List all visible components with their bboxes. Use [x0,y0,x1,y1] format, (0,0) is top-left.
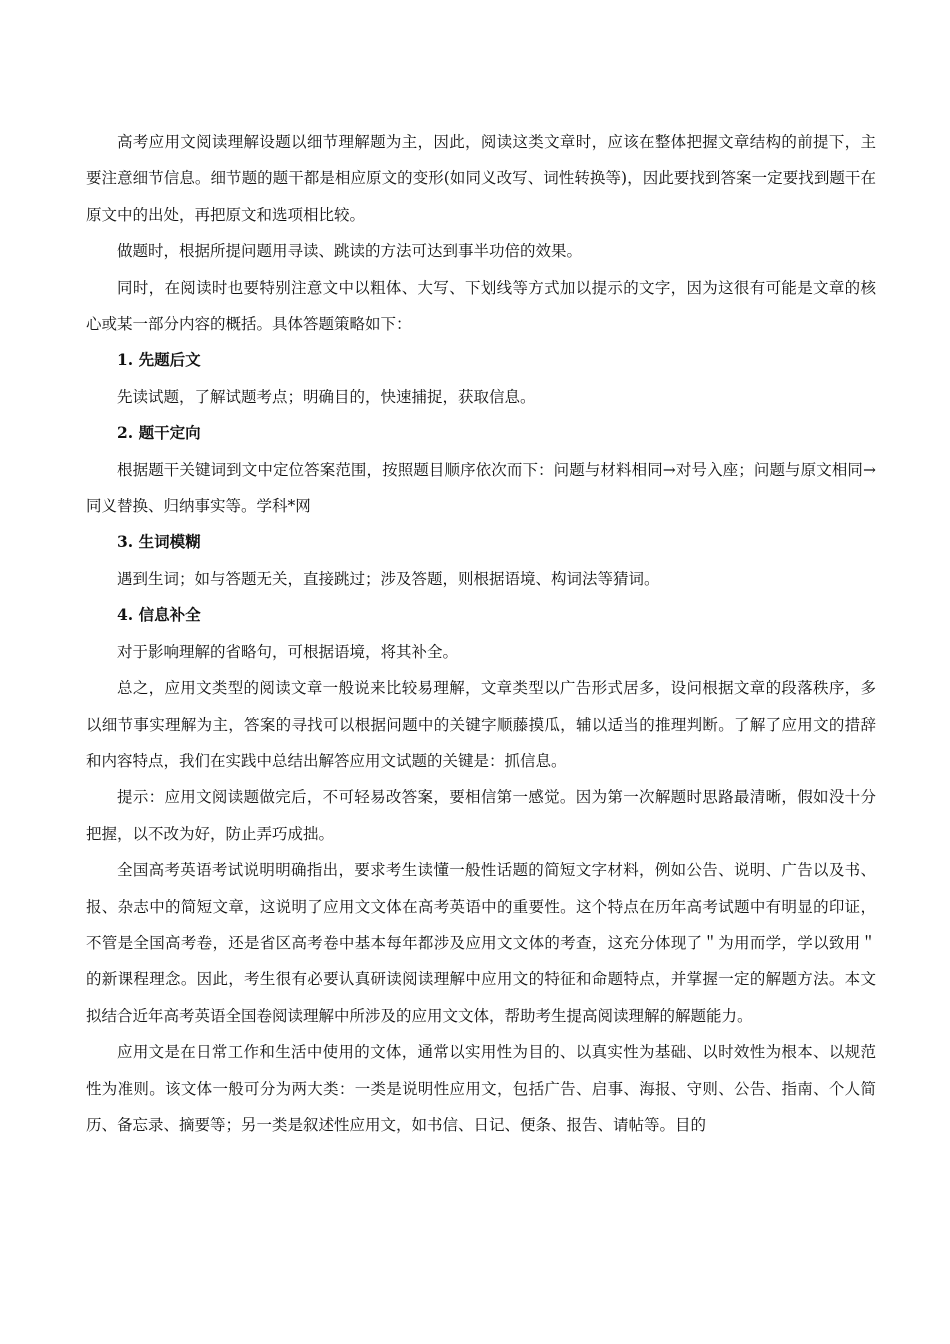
heading-strategy-3: 3. 生词模糊 [117,532,201,552]
paragraph-exam-requirements: 全国高考英语考试说明明确指出，要求考生读懂一般性话题的简短文字材料，例如公告、说明、广告以及书、报、杂志中的简短文章，这说明了应用文文体在高考英语中的重要性。这个特点在历年高考试题中有明显的印证，不管是全国高考卷，还是省区高考卷中基本每年都涉及应用文文体的考查，这充分体现了＂为用而学，学以致用＂的新课程理念。因此，考生很有必要认真研读阅读理解中应用文的特征和命题特点，并掌握一定的解题方法。本文拟结合近年高考英语全国卷阅读理解中所涉及的应用文文体，帮助考生提高阅读理解的解题能力。 [86,861,876,1025]
paragraph-summary: 总之，应用文类型的阅读文章一般说来比较易理解，文章类型以广告形式居多，设问根据文章的段落秩序，多以细节事实理解为主，答案的寻找可以根据问题中的关键字顺藤摸瓜，辅以适当的推理判断。了解了应用文的措辞和内容特点，我们在实践中总结出解答应用文试题的关键是：抓信息。 [86,679,876,770]
paragraph-highlighted-text: 同时，在阅读时也要特别注意文中以粗体、大写、下划线等方式加以提示的文字，因为这很有可能是文章的核心或某一部分内容的概括。具体答题策略如下： [86,278,876,334]
paragraph-tip: 提示：应用文阅读题做完后，不可轻易改答案，要相信第一感觉。因为第一次解题时思路最清晰，假如没十分把握，以不改为好，防止弄巧成拙。 [86,788,876,843]
document-body [86,124,876,1143]
paragraph-reading-method: 做题时，根据所提问题用寻读、跳读的方法可达到事半功倍的效果。 [117,242,583,261]
paragraph-strategy-4: 对于影响理解的省略句，可根据语境，将其补全。 [117,642,459,661]
heading-strategy-1: 1. 先题后文 [117,350,201,370]
paragraph-strategy-1: 先读试题，了解试题考点；明确目的，快速捕捉，获取信息。 [117,387,536,406]
paragraph-intro: 高考应用文阅读理解设题以细节理解题为主，因此，阅读这类文章时，应该在整体把握文章结构的前提下，主要注意细节信息。细节题的题干都是相应原文的变形(如同义改写、词性转换等)，因此要找到答案一定要找到题干在原文中的出处，再把原文和选项相比较。 [86,133,876,224]
paragraph-practical-writing: 应用文是在日常工作和生活中使用的文体，通常以实用性为目的、以真实性为基础、以时效性为根本、以规范性为准则。该文体一般可分为两大类：一类是说明性应用文，包括广告、启事、海报、守则、公告、指南、个人简历、备忘录、摘要等；另一类是叙述性应用文，如书信、日记、便条、报告、请帖等。目的 [86,1043,876,1134]
heading-strategy-4: 4. 信息补全 [117,605,201,625]
heading-strategy-2: 2. 题干定向 [117,423,201,443]
paragraph-strategy-2: 根据题干关键词到文中定位答案范围，按照题目顺序依次而下：问题与材料相同→对号入座；问题与原文相同→同义替换、归纳事实等。学科*网 [86,460,876,516]
paragraph-strategy-3: 遇到生词；如与答题无关，直接跳过；涉及答题，则根据语境、构词法等猜词。 [117,569,660,588]
